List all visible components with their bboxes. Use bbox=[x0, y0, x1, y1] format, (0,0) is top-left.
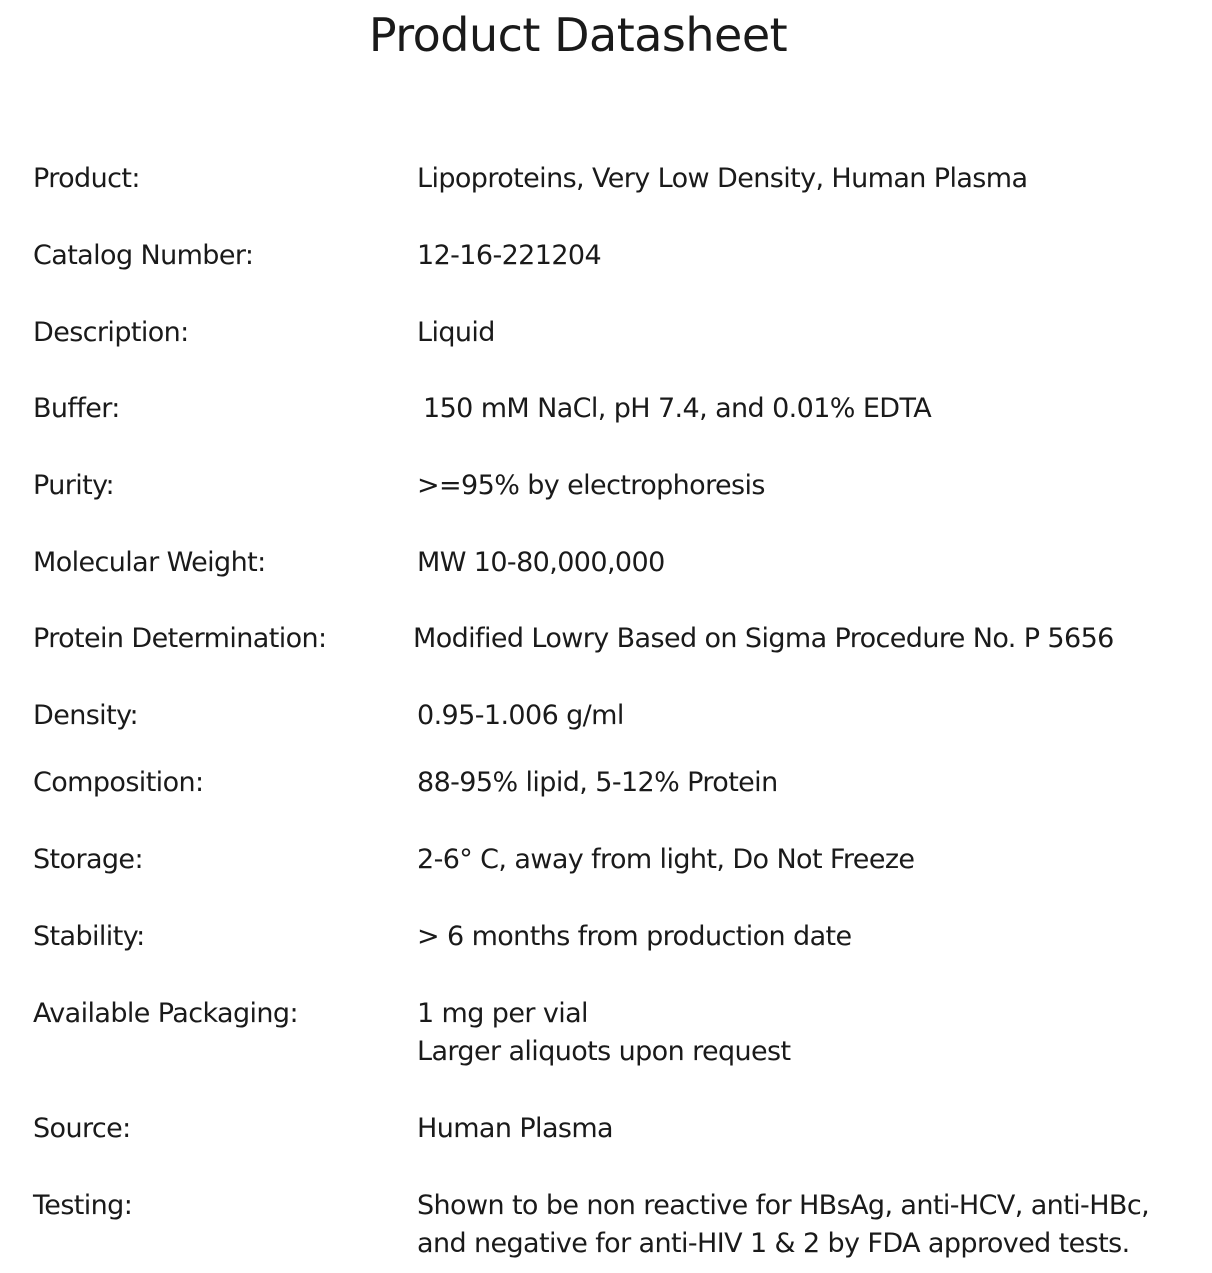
field-value-line: Modified Lowry Based on Sigma Procedure No. P 5656 bbox=[413, 623, 1114, 654]
field-label: Buffer: bbox=[33, 393, 120, 424]
field-value-line: Larger aliquots upon request bbox=[417, 1036, 791, 1067]
field-label: Storage: bbox=[33, 844, 143, 875]
field-label: Composition: bbox=[33, 767, 204, 798]
field-value bbox=[413, 620, 1203, 658]
field-value bbox=[423, 390, 1212, 428]
field-value-line: 12-16-221204 bbox=[417, 240, 602, 271]
field-value bbox=[417, 1187, 1207, 1263]
field-value bbox=[417, 697, 1207, 735]
field-value bbox=[417, 1110, 1207, 1148]
field-value-line: 88-95% lipid, 5-12% Protein bbox=[417, 767, 778, 798]
field-value bbox=[417, 467, 1207, 505]
field-value-line: Liquid bbox=[417, 317, 495, 348]
field-value bbox=[417, 314, 1207, 352]
field-label: Available Packaging: bbox=[33, 998, 298, 1029]
page-title: Product Datasheet bbox=[368, 8, 788, 62]
field-label: Purity: bbox=[33, 470, 115, 501]
field-value-line: MW 10-80,000,000 bbox=[417, 547, 665, 578]
field-label: Stability: bbox=[33, 921, 145, 952]
field-value-line: and negative for anti-HIV 1 & 2 by FDA approved tests. bbox=[417, 1228, 1130, 1259]
field-value-line: Lipoproteins, Very Low Density, Human Plasma bbox=[417, 163, 1028, 194]
field-label: Testing: bbox=[33, 1190, 133, 1221]
field-value-line: 150 mM NaCl, pH 7.4, and 0.01% EDTA bbox=[423, 393, 932, 424]
field-value bbox=[417, 160, 1207, 198]
field-label: Source: bbox=[33, 1113, 131, 1144]
field-value-line: 1 mg per vial bbox=[417, 998, 588, 1029]
field-value-line: 2-6° C, away from light, Do Not Freeze bbox=[417, 844, 915, 875]
field-value bbox=[417, 841, 1207, 879]
field-value bbox=[417, 764, 1207, 802]
field-value-line: > 6 months from production date bbox=[417, 921, 852, 952]
field-label: Catalog Number: bbox=[33, 240, 254, 271]
field-value bbox=[417, 237, 1207, 275]
field-value-line: 0.95-1.006 g/ml bbox=[417, 700, 624, 731]
field-label: Product: bbox=[33, 163, 140, 194]
field-label: Protein Determination: bbox=[33, 623, 327, 654]
field-value bbox=[417, 995, 1207, 1071]
field-value bbox=[417, 544, 1207, 582]
field-value-line: Human Plasma bbox=[417, 1113, 613, 1144]
field-value-line: Shown to be non reactive for HBsAg, anti-HCV, anti-HBc, bbox=[417, 1190, 1150, 1221]
field-label: Molecular Weight: bbox=[33, 547, 266, 578]
field-label: Density: bbox=[33, 700, 138, 731]
field-label: Description: bbox=[33, 317, 189, 348]
field-value-line: >=95% by electrophoresis bbox=[417, 470, 765, 501]
field-value bbox=[417, 918, 1207, 956]
